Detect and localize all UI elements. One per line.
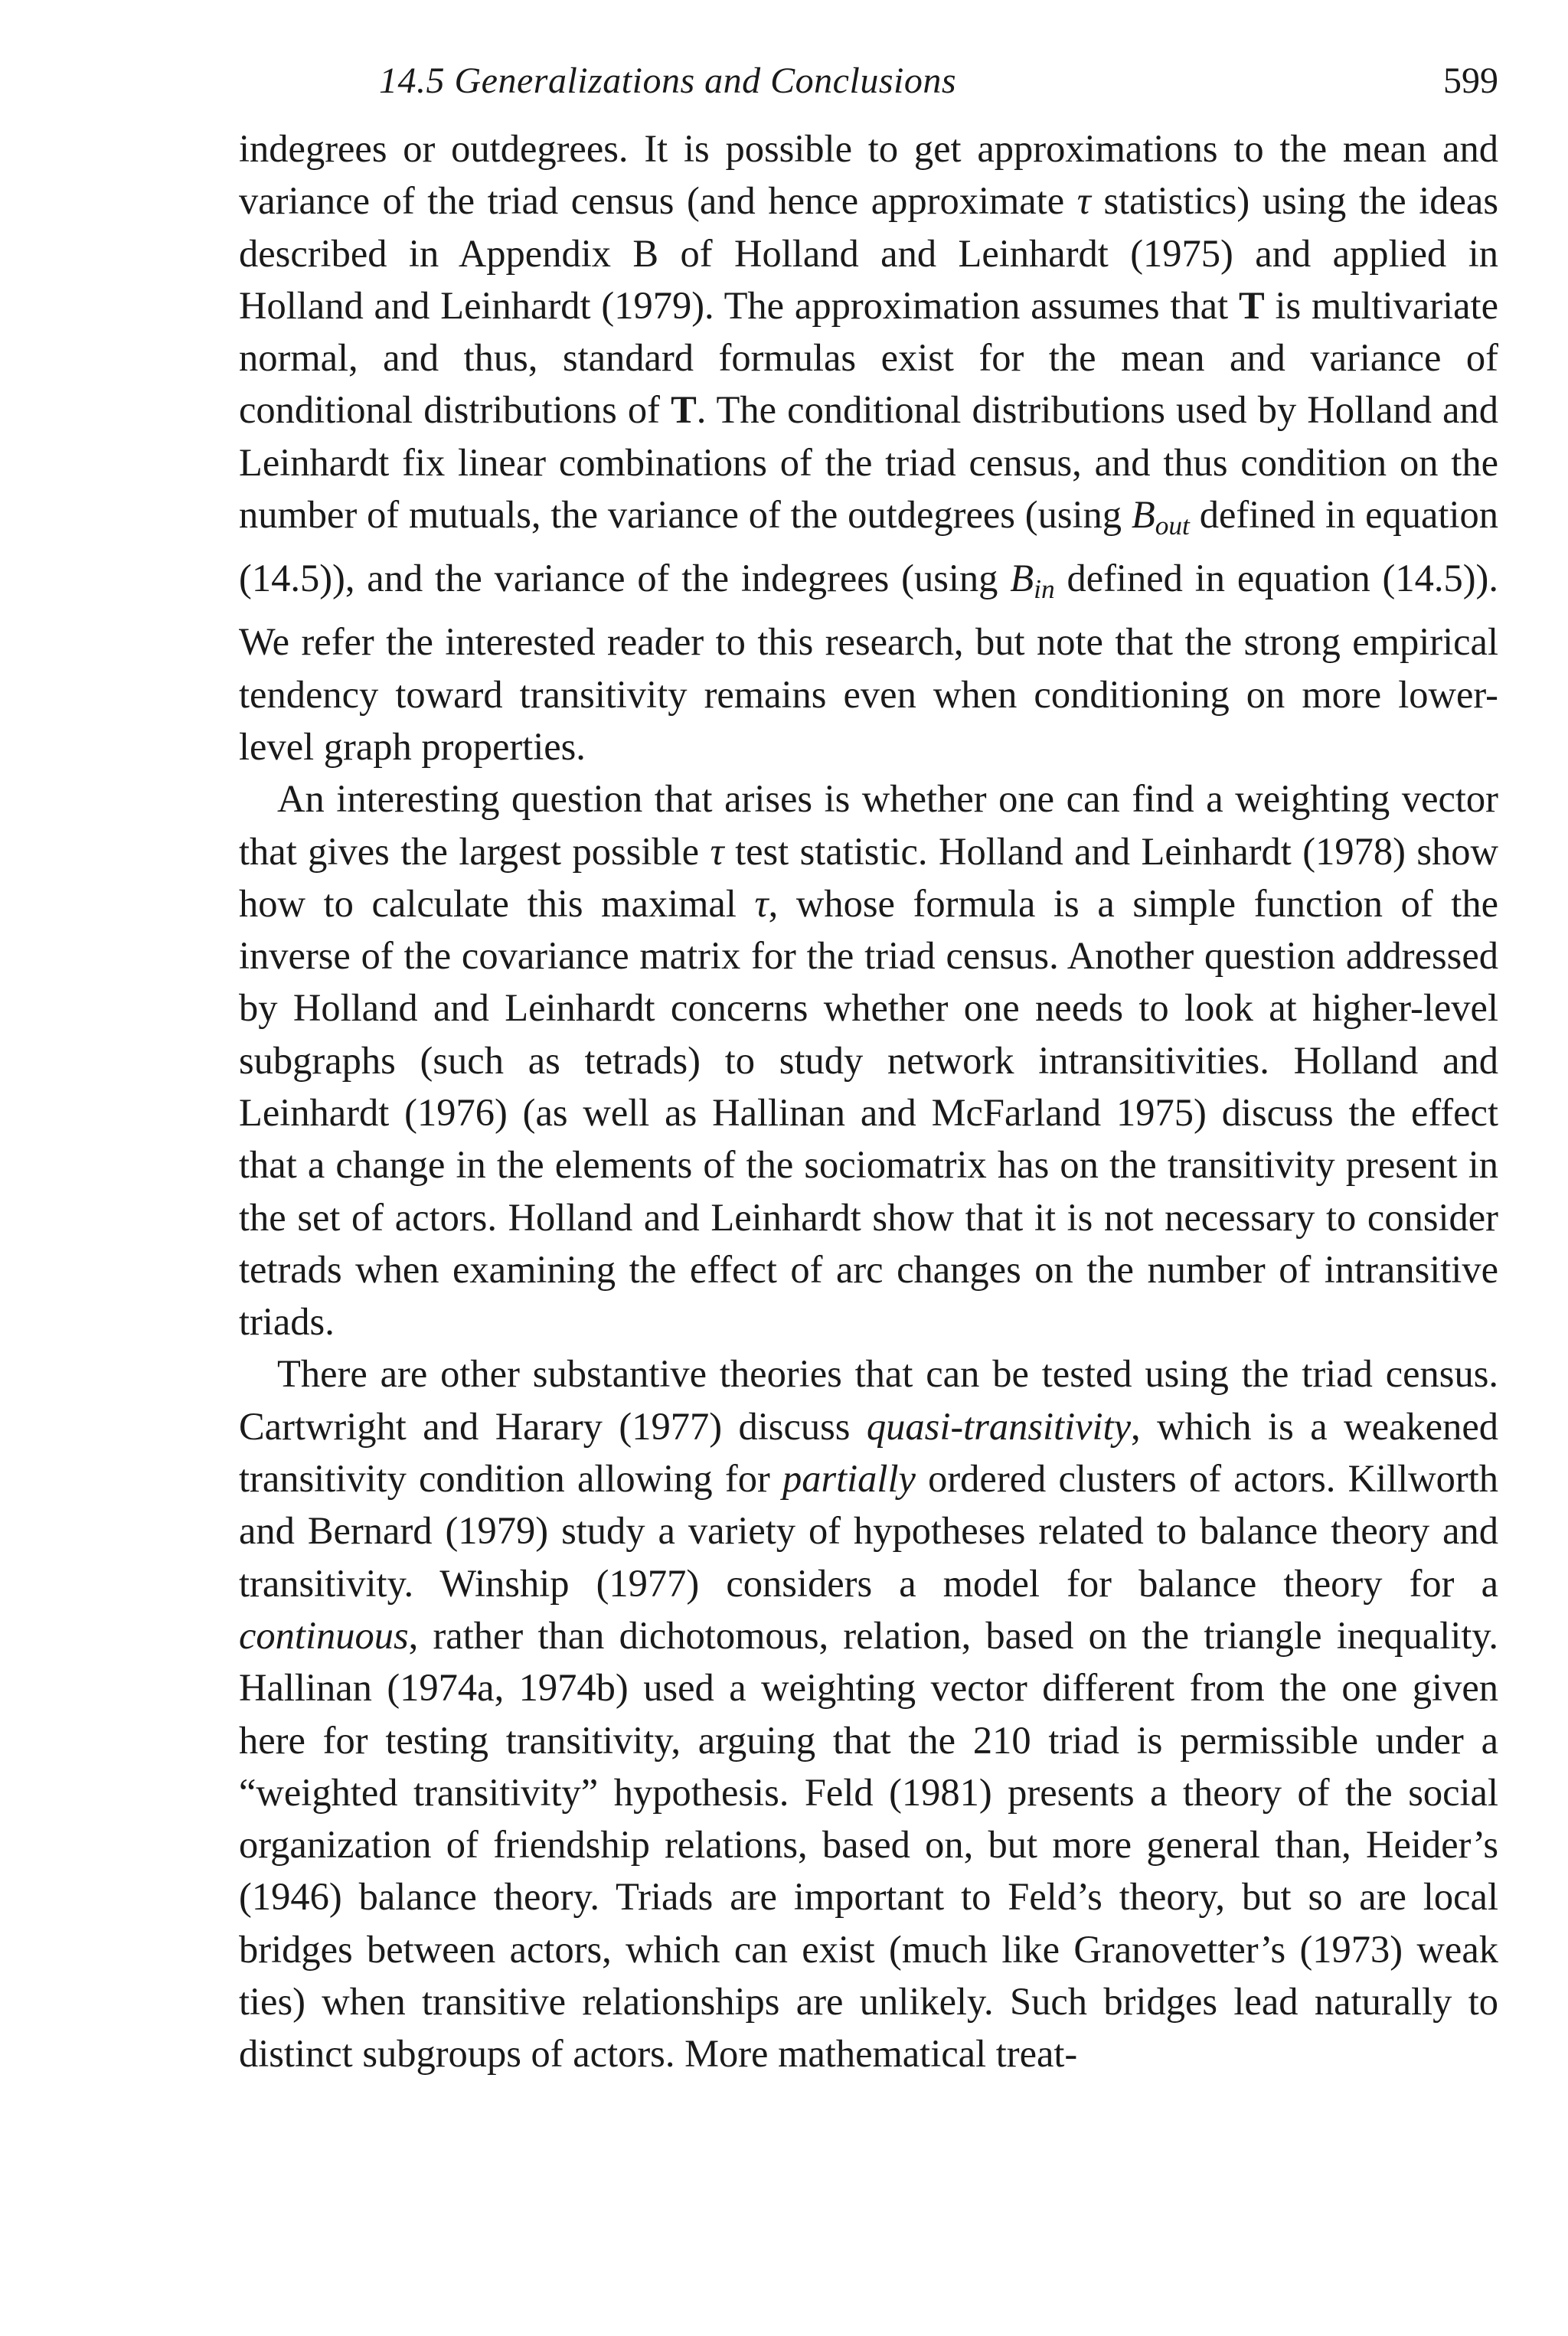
page-number: 599: [1443, 60, 1498, 101]
text-run: ordered clusters of actors. Killworth and Bernard (1979) study a variety of hypotheses related to balance theory and transitivity. Winship (1977) considers a model for balance theory for a: [239, 1457, 1498, 1605]
section-title: 14.5 Generalizations and Conclusions: [379, 60, 957, 101]
text-run: , rather than dichotomous, relation, based on the triangle inequality. Hallinan (1974a, 1974b) used a weighting vector different from the one given here for testing transitivity, arguing that the 210 triad is permissible under a “weighted transitivity” hypothesis. Feld (1981) presents a theory of the social organization of friendship relations, based on, but more general than, Heider’s (1946) balance theory. Triads are important to Feld’s theory, but so are local bridges between actors, which can exist (much like Granovetter’s (1973) weak ties) when transitive relationships are unlikely. Such bridges lead naturally to distinct subgroups of actors. More mathematical treat-: [239, 1613, 1498, 2076]
italic-term: partially: [782, 1457, 916, 1501]
paragraph: [239, 1348, 1498, 2080]
text-run: . The conditional distributions used by Holland and Leinhardt fix linear combinations of the triad census, and thus condition on the number of mutuals, the variance of the outdegrees (using: [239, 388, 1498, 537]
book-page: [239, 54, 1498, 2080]
math-subscript: in: [1034, 574, 1055, 605]
bold-symbol: T: [1238, 283, 1265, 327]
text-run: defined in equation (14.5)). We refer the interested reader to this research, but note that the strong empirical tendency toward transitivity remains even when conditioning on more lower-level graph properties.: [239, 557, 1498, 768]
text-run: indegrees or outdegrees. It is possible to get approximations to the mean and variance of the triad census (and hence approximate: [239, 127, 1498, 223]
italic-term: continuous: [239, 1613, 409, 1657]
math-variable: $B_{in}$: [1010, 557, 1055, 605]
italic-term: quasi-transitivity: [866, 1404, 1131, 1448]
tau-symbol: τ: [1076, 179, 1091, 223]
paragraph: [239, 123, 1498, 773]
body-text: [239, 123, 1498, 2080]
math-subscript: out: [1155, 510, 1190, 541]
text-run: is multivariate normal, and thus, standard formulas exist for the mean and variance of conditional distributions of: [239, 283, 1498, 432]
text-run: defined in equation (14.5)), and the variance of the indegrees (using: [239, 493, 1498, 600]
text-run: There are other substantive theories that can be tested using the triad census. Cartwright and Harary (1977) discuss: [239, 1352, 1498, 1448]
text-run: An interesting question that arises is whether one can find a weighting vector that gives the largest possible: [239, 777, 1498, 873]
math-variable: $B_{out}$: [1131, 493, 1190, 541]
text-run: test statistic. Holland and Leinhardt (1978) show how to calculate this maximal: [239, 829, 1498, 925]
paragraph: [239, 773, 1498, 1348]
bold-symbol: T: [671, 388, 697, 432]
tau-symbol: τ: [710, 829, 724, 873]
tau-symbol: τ: [754, 881, 769, 925]
running-head: [239, 54, 1498, 123]
text-run: statistics) using the ideas described in Appendix B of Holland and Leinhardt (1975) and applied in Holland and Leinhardt (1979). The approximation assumes that: [239, 179, 1498, 327]
text-run: , whose formula is a simple function of the inverse of the covariance matrix for the triad census. Another question addressed by Holland and Leinhardt concerns whether one needs to look at higher-level subgraphs (such as tetrads) to study network intransitivities. Holland and Leinhardt (1976) (as well as Hallinan and McFarland 1975) discuss the effect that a change in the elements of the sociomatrix has on the transitivity present in the set of actors. Holland and Leinhardt show that it is not necessary to consider tetrads when examining the effect of arc changes on the number of intransitive triads.: [239, 881, 1499, 1344]
text-run: , which is a weakened transitivity condition allowing for: [239, 1404, 1498, 1501]
